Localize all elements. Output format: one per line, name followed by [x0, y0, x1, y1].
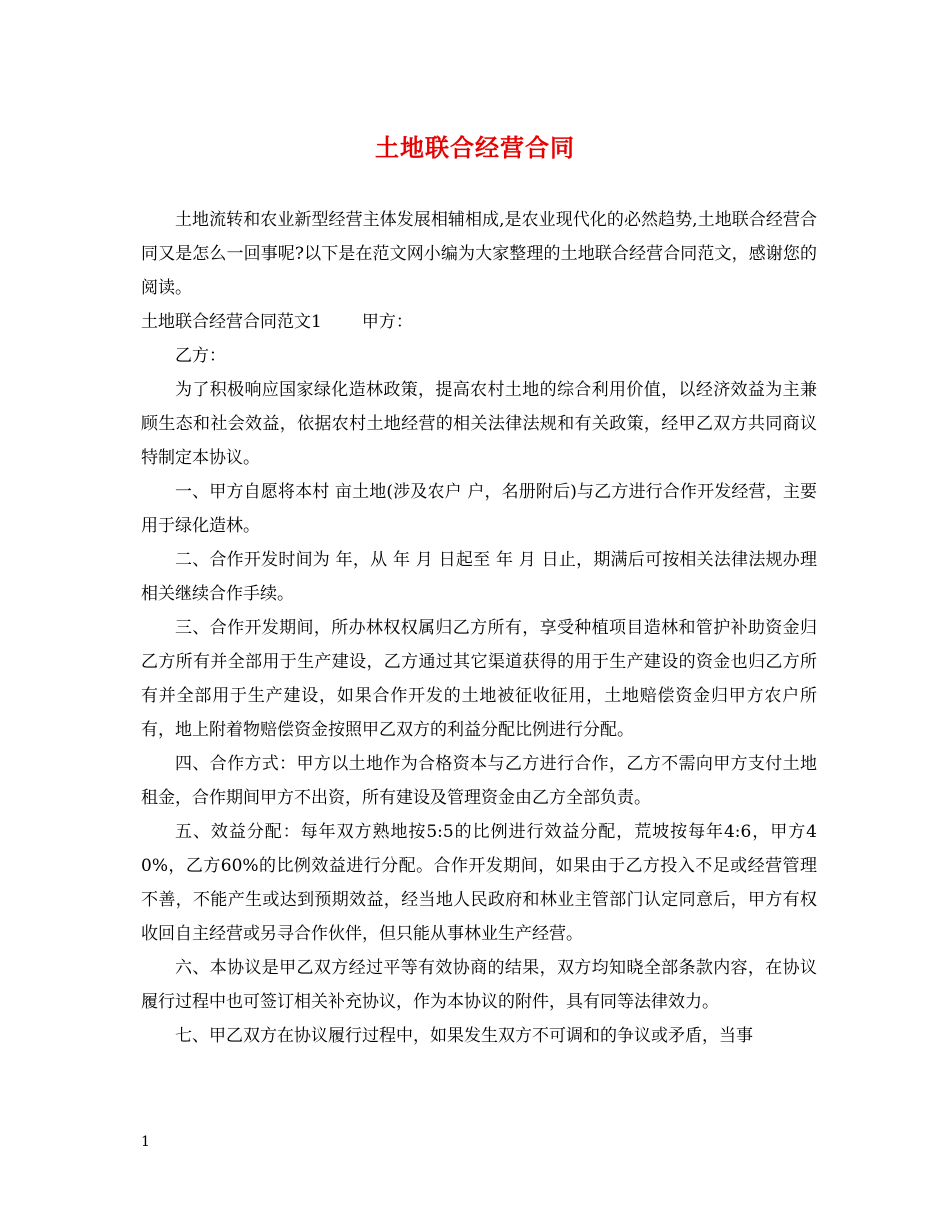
- clause-2: 二、合作开发时间为 年，从 年 月 日起至 年 月 日止，期满后可按相关法律法规办理相关继续合作手续。: [141, 550, 817, 604]
- clause-6: 六、本协议是甲乙双方经过平等有效协商的结果，双方均知晓全部条款内容，在协议履行过程中也可签订相关补充协议，作为本协议的附件，具有同等法律效力。: [141, 958, 817, 1012]
- party-a-label: 甲方：: [361, 312, 413, 332]
- clause-7: 七、甲乙双方在协议履行过程中，如果发生双方不可调和的争议或矛盾，当事: [175, 1026, 753, 1046]
- clause-5: 五、效益分配：每年双方熟地按5:5的比例进行效益分配，荒坡按每年4:6，甲方40%，乙方60%的比例效益进行分配。合作开发期间，如果由于乙方投入不足或经营管理不善，不能产生或达到预期效益，经当地人民政府和林业主管部门认定同意后，甲方有权收回自主经营或另寻合作伙伴，但只能从事林业生产经营。: [141, 822, 817, 944]
- page-number: 1: [141, 1134, 150, 1150]
- party-b-label: 乙方：: [175, 346, 226, 366]
- section-heading-line: [141, 305, 817, 339]
- document-body: [141, 203, 817, 1053]
- clause-3: 三、合作开发期间，所办林权权属归乙方所有，享受种植项目造林和管护补助资金归乙方所有并全部用于生产建设，乙方通过其它渠道获得的用于生产建设的资金也归乙方所有并全部用于生产建设，如果合作开发的土地被征收征用，土地赔偿资金归甲方农户所有，地上附着物赔偿资金按照甲乙双方的利益分配比例进行分配。: [141, 618, 817, 740]
- clause-1: 一、甲方自愿将本村 亩土地(涉及农户 户，名册附后)与乙方进行合作开发经营，主要用于绿化造林。: [141, 482, 817, 536]
- section-heading: 土地联合经营合同范文1: [141, 312, 322, 332]
- clause-4: 四、合作方式：甲方以土地作为合格资本与乙方进行合作，乙方不需向甲方支付土地租金，合作期间甲方不出资，所有建设及管理资金由乙方全部负责。: [141, 754, 817, 808]
- document-title: 土地联合经营合同: [375, 133, 575, 162]
- preamble-paragraph: 为了积极响应国家绿化造林政策，提高农村土地的综合利用价值，以经济效益为主兼顾生态和社会效益，依据农村土地经营的相关法律法规和有关政策，经甲乙双方共同商议特制定本协议。: [141, 380, 817, 468]
- intro-paragraph: 土地流转和农业新型经营主体发展相辅相成,是农业现代化的必然趋势,土地联合经营合同又是怎么一回事呢?以下是在范文网小编为大家整理的土地联合经营合同范文，感谢您的阅读。: [141, 210, 817, 298]
